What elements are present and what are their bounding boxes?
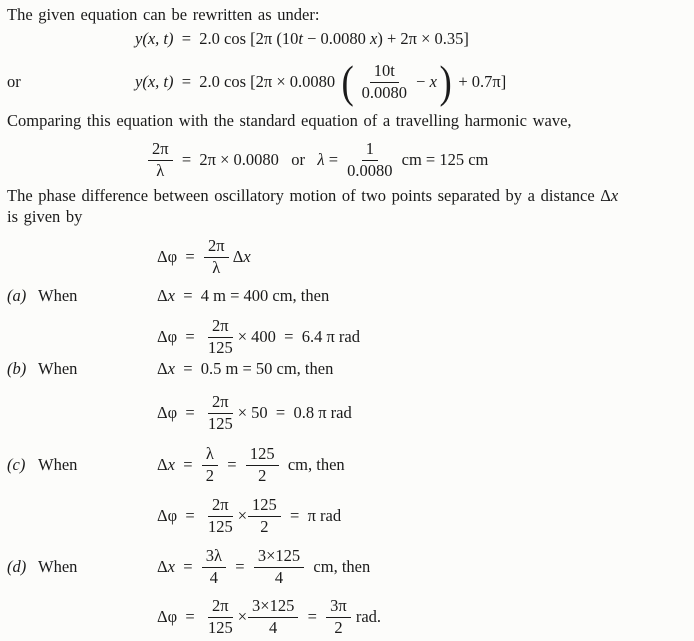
item-c-label: (c) <box>7 455 26 474</box>
fraction <box>148 140 173 180</box>
math-run: = <box>299 607 326 626</box>
fraction <box>326 597 351 637</box>
fraction-numerator: λ <box>202 445 218 465</box>
math-run: = 2π × 0.0080 or <box>173 150 318 169</box>
item-b-label: (b) <box>7 359 27 378</box>
item-b-row <box>7 359 333 379</box>
intro-paragraph: The given equation can be rewritten as under: <box>7 5 320 24</box>
fraction-numerator: 3λ <box>202 547 226 567</box>
fraction <box>202 547 226 587</box>
fraction-numerator: 2π <box>208 496 233 516</box>
math-run: Δ <box>157 286 168 305</box>
math-run: = 2.0 cos [2π × 0.0080 <box>173 72 340 91</box>
equation-rewritten-2-row <box>7 58 506 106</box>
item-b-result-equation <box>157 391 352 435</box>
fraction-numerator: 2π <box>204 237 229 257</box>
math-run: = <box>219 455 245 474</box>
fraction <box>246 445 279 485</box>
phase-paragraph-line1 <box>7 186 618 206</box>
math-run: y(x, t) <box>135 29 174 48</box>
item-d-label: (d) <box>7 557 27 576</box>
fraction-denominator: 2 <box>258 465 267 485</box>
math-run: = 2.0 cos [2π (10 <box>173 29 299 48</box>
item-d-condition <box>157 547 370 587</box>
equation-rewritten-1 <box>135 29 469 49</box>
math-run: x <box>167 455 175 474</box>
big-paren: ( <box>341 56 355 108</box>
item-a-label: (a) <box>7 286 27 305</box>
or-label: or <box>7 72 21 91</box>
math-run: Δφ = <box>157 327 203 346</box>
item-d-row <box>7 545 370 589</box>
math-run: × <box>237 506 248 525</box>
math-run: − 0.0080 <box>302 29 371 48</box>
fraction <box>204 597 237 637</box>
item-d-when-label: When <box>38 557 78 576</box>
fraction-denominator: 2 <box>205 465 215 485</box>
item-b-condition <box>157 359 333 379</box>
item-c-result-equation <box>157 494 341 538</box>
math-run: − <box>412 72 430 91</box>
fraction-numerator: 2π <box>148 140 173 160</box>
fraction-denominator: 125 <box>207 413 233 433</box>
fraction <box>248 496 281 536</box>
fraction <box>248 597 298 637</box>
math-run: cm, then <box>279 455 345 474</box>
fraction-numerator: 3π <box>326 597 351 617</box>
fraction-numerator: 3×125 <box>254 547 304 567</box>
math-run: Δφ = <box>157 607 203 626</box>
math-run: t <box>298 29 303 48</box>
item-c-row <box>7 443 345 487</box>
math-run: x <box>610 186 619 205</box>
item-b-when-label: When <box>38 359 78 378</box>
math-run: = π rad <box>281 506 342 525</box>
equation-wavelength <box>147 138 488 182</box>
fraction-numerator: 2π <box>208 317 233 337</box>
math-run: cm, then <box>305 557 371 576</box>
equation-rewritten-2 <box>135 56 507 108</box>
fraction <box>343 140 396 180</box>
math-run: = <box>227 557 253 576</box>
math-run: x <box>243 247 251 266</box>
fraction-numerator: 1 <box>362 140 378 160</box>
fraction <box>204 393 237 433</box>
math-run: cm = 125 cm <box>397 150 489 169</box>
fraction-denominator: 125 <box>207 516 233 536</box>
fraction <box>202 445 218 485</box>
math-run: x <box>370 29 378 48</box>
math-run: Δ <box>229 247 244 266</box>
fraction <box>204 237 229 277</box>
fraction-denominator: 4 <box>274 567 284 587</box>
fraction <box>204 317 237 357</box>
fraction-denominator: 2 <box>260 516 269 536</box>
fraction-denominator: 4 <box>269 617 278 637</box>
fraction-numerator: 125 <box>248 496 281 516</box>
math-run: = <box>174 557 201 576</box>
comparing-paragraph: Comparing this equation with the standard equation of a travelling harmonic wave, <box>7 111 572 130</box>
math-run: Δφ = <box>157 403 203 422</box>
fraction-numerator: 125 <box>246 445 279 465</box>
fraction-numerator: 3×125 <box>248 597 298 617</box>
fraction-numerator: 2π <box>208 597 233 617</box>
equation-phase-difference <box>157 235 251 279</box>
math-run: x <box>167 286 175 305</box>
math-run: × <box>237 607 248 626</box>
phase-paragraph-line2: is given by <box>7 207 83 226</box>
fraction-numerator: 2π <box>208 393 233 413</box>
math-run: x <box>167 557 175 576</box>
fraction-denominator: 125 <box>207 617 233 637</box>
fraction <box>254 547 304 587</box>
fraction-numerator: 10t <box>370 62 399 82</box>
math-run: = 4 m = 400 cm, then <box>174 286 330 305</box>
math-run: The phase difference between oscillatory motion of two points separated by a distance Δ <box>7 186 611 205</box>
item-c-condition <box>157 445 345 485</box>
fraction-denominator: 4 <box>209 567 219 587</box>
math-run: Δ <box>157 455 168 474</box>
fraction-denominator: 125 <box>207 337 233 357</box>
fraction-denominator: λ <box>156 160 165 180</box>
math-run: Δφ = <box>157 506 203 525</box>
math-run: x <box>429 72 437 91</box>
math-run: Δ <box>157 359 168 378</box>
fraction <box>204 496 237 536</box>
fraction-denominator: 2 <box>334 617 343 637</box>
math-run: λ <box>317 150 325 169</box>
item-a-when-label: When <box>38 286 78 305</box>
math-run: × 400 = 6.4 π rad <box>237 327 360 346</box>
fraction-denominator: λ <box>212 257 221 277</box>
item-d-result-equation <box>157 595 381 639</box>
math-run: ) + 2π × 0.35] <box>377 29 469 48</box>
fraction <box>358 62 411 102</box>
math-run: × 50 = 0.8 π rad <box>237 403 352 422</box>
item-a-condition <box>157 286 329 306</box>
math-run: = <box>324 150 343 169</box>
math-run: y(x, t) <box>135 72 174 91</box>
math-run: rad. <box>351 607 382 626</box>
math-run: Δφ = <box>157 247 203 266</box>
fraction-denominator: 0.0080 <box>347 160 393 180</box>
item-a-result-equation <box>157 315 360 359</box>
item-c-when-label: When <box>38 455 78 474</box>
math-run: = <box>174 455 201 474</box>
math-run: + 0.7π] <box>454 72 507 91</box>
math-run: Δ <box>157 557 168 576</box>
big-paren: ) <box>439 56 452 108</box>
fraction-denominator: 0.0080 <box>361 82 407 102</box>
math-run: x <box>167 359 175 378</box>
item-a-row <box>7 286 329 306</box>
math-run: = 0.5 m = 50 cm, then <box>174 359 334 378</box>
